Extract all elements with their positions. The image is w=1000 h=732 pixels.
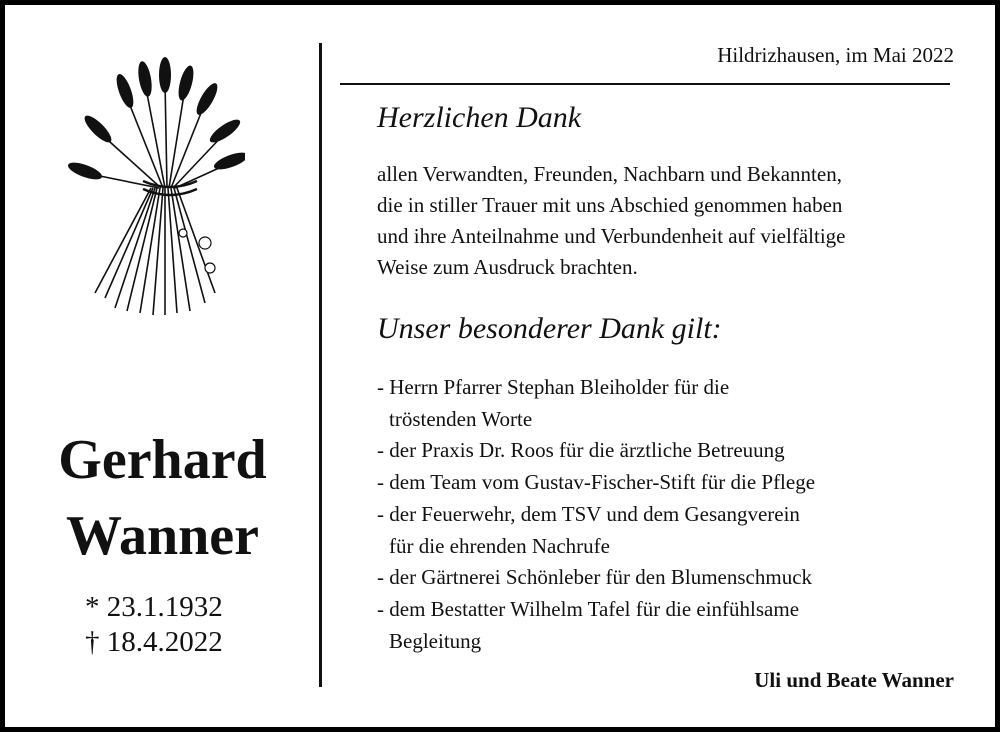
- horizontal-divider: [340, 83, 950, 85]
- death-date: † 18.4.2022: [85, 626, 223, 658]
- signature: Uli und Beate Wanner: [754, 668, 954, 692]
- body-text: [377, 159, 957, 283]
- thanks-list: [377, 372, 815, 657]
- list-item: - dem Team vom Gustav-Fischer-Stift für die Pflege: [377, 470, 816, 495]
- list-item: - der Gärtnerei Schönleber für den Blumenschmuck: [377, 565, 813, 590]
- main-heading: Herzlichen Dank: [377, 101, 582, 134]
- body-line: Weise zum Ausdruck brachten.: [377, 255, 638, 279]
- deceased-first-name: Gerhard: [58, 429, 267, 491]
- birth-date: * 23.1.1932: [85, 591, 223, 623]
- list-item: - Herrn Pfarrer Stephan Bleiholder für die: [377, 375, 730, 399]
- body-line: und ihre Anteilnahme und Verbundenheit auf vielfältige: [377, 224, 846, 248]
- list-item-continuation: für die ehrenden Nachrufe: [389, 533, 610, 558]
- list-item-continuation: tröstenden Worte: [389, 406, 533, 431]
- deceased-last-name: Wanner: [66, 505, 259, 567]
- list-item-continuation: Begleitung: [389, 628, 482, 653]
- obituary-card: [5, 5, 995, 727]
- list-item: - dem Bestatter Wilhelm Tafel für die einfühlsame: [377, 596, 800, 621]
- sub-heading: Unser besonderer Dank gilt:: [377, 312, 722, 345]
- vertical-divider: [319, 43, 322, 687]
- body-line: allen Verwandten, Freunden, Nachbarn und Bekannten,: [377, 162, 842, 186]
- body-line: die in stiller Trauer mit uns Abschied genommen haben: [377, 193, 843, 217]
- wheat-sheaf-icon: [65, 53, 245, 323]
- list-item: - der Praxis Dr. Roos für die ärztliche Betreuung: [377, 438, 785, 463]
- place-date: Hildrizhausen, im Mai 2022: [717, 43, 954, 67]
- list-item: - der Feuerwehr, dem TSV und dem Gesangverein: [377, 501, 800, 526]
- left-column: [5, 5, 315, 727]
